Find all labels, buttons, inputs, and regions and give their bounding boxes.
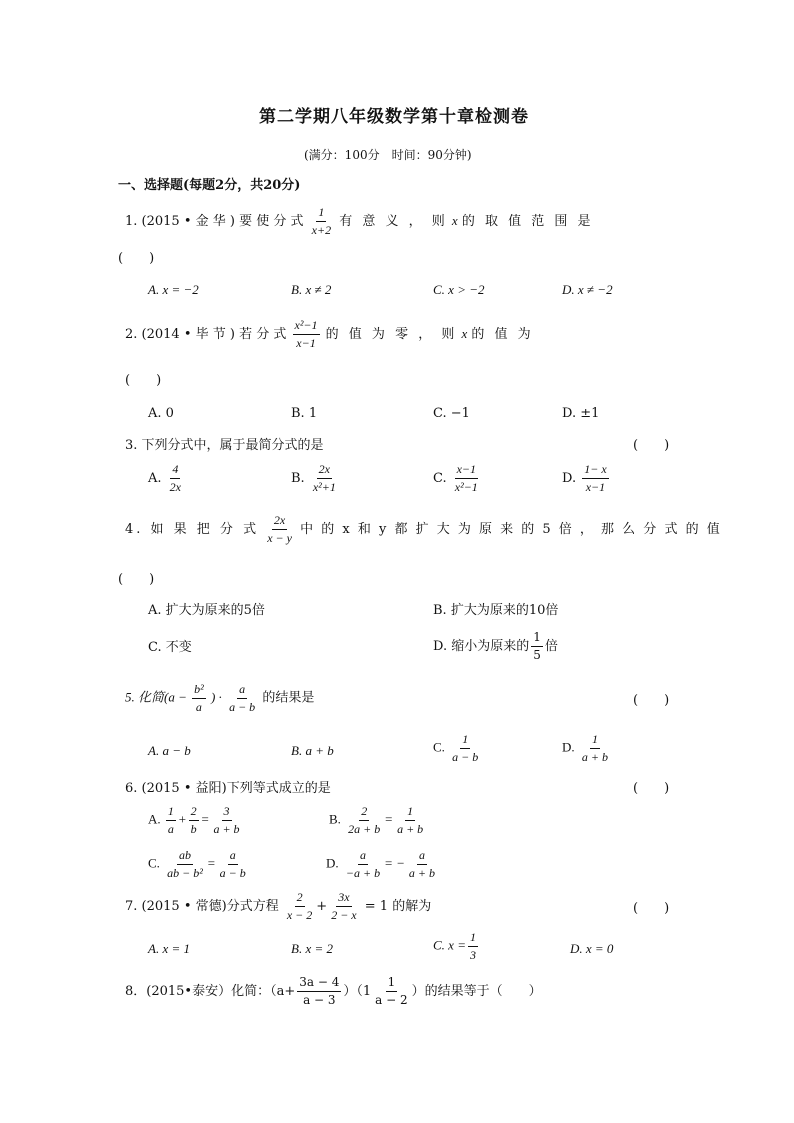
q7-option-b: B. x = 2 — [291, 941, 333, 956]
question-6: 6. (2015 • 益阳)下列等式成立的是 — [125, 781, 331, 796]
page-title: 第二学期八年级数学第十章检测卷 — [259, 107, 529, 127]
q4-option-a: A. 扩大为原来的5倍 — [148, 603, 265, 618]
q3-option-c: C. $\frac{x-1}{\text{x²−1}}$ — [433, 462, 478, 494]
q1-fraction: $\frac{1}{x+2}$ — [311, 205, 332, 237]
q1-answer-blank: ( ) — [118, 251, 155, 266]
q7-option-c: C. x = $\frac{1}{3}$ — [433, 930, 476, 962]
q6-option-b: B. $\frac{2}{2a + b}$ = $\frac{1}{a + b}$ — [329, 804, 424, 836]
question-3: 3. 下列分式中，属于最简分式的是 — [125, 438, 324, 453]
q2-option-d: D. ±1 — [562, 406, 600, 421]
section-heading: 一、选择题(每题2分，共20分) — [118, 178, 301, 193]
q2-stem: 2. (2014 • 毕 节 ) 若 分 式 — [125, 327, 287, 342]
question-7: 7. (2015 • 常德)分式方程 $\frac{2}{x - 2}$ + $\frac{3x}{2 - x}$ = 1 的解为 — [125, 890, 432, 922]
q2-option-b: B. 1 — [291, 406, 318, 421]
q5-option-c: C. $\frac{1}{a - b}$ — [433, 732, 479, 764]
question-1: 1. (2015 • 金 华 ) 要 使 分 式 $\frac{1}{x+2}$ 有 意 义 ， 则 x 的 取 值 范 围 是 — [125, 205, 594, 237]
q2-option-c: C. −1 — [433, 406, 470, 421]
q5-option-d: D. $\frac{1}{a + b}$ — [562, 732, 608, 764]
q3-option-d: D. $\frac{1- x}{x-1}$ — [562, 462, 607, 494]
q2-fraction: $\frac{\text{x²−1}}{x-1}$ — [294, 318, 318, 350]
q5-option-b: B. a + b — [291, 743, 334, 758]
q7-option-d: D. x = 0 — [570, 941, 614, 956]
question-8: 8．(2015•泰安）化简：（a+ $\frac{3a - 4}{a - 3}$ ）（1 $\frac{1}{a - 2}$ ）的结果等于（ ） — [125, 975, 542, 1007]
q6-option-d: D. $\frac{a}{-a + b}$ = − $\frac{a}{a + b}$ — [326, 848, 435, 880]
q5-answer-blank: ( ) — [633, 693, 670, 708]
q1-option-c: C. x > −2 — [433, 282, 485, 297]
q7-option-a: A. x = 1 — [148, 941, 190, 956]
q3-option-a: A. $\frac{4}{2x}$ — [148, 462, 181, 494]
q4-fraction: $\frac{2x}{x - y}$ — [267, 513, 292, 545]
q6-answer-blank: ( ) — [633, 781, 670, 796]
q3-answer-blank: ( ) — [633, 438, 670, 453]
q4-answer-blank: ( ) — [118, 572, 155, 587]
q7-answer-blank: ( ) — [633, 901, 670, 916]
q1-option-d: D. x ≠ −2 — [562, 282, 613, 297]
q4-option-d: D. 缩小为原来的 $\frac{1}{5}$ 倍 — [433, 630, 558, 662]
q1-option-a: A. x = −2 — [148, 282, 199, 297]
question-2: 2. (2014 • 毕 节 ) 若 分 式 $\frac{\text{x²−1}}{x-1}$ 的 值 为 零 ， 则 x 的 值 为 — [125, 318, 534, 350]
question-5: 5. 化简(a − $\frac{\text{b²}}{a}$ ) · $\frac{a}{a - b}$ 的结果是 — [125, 682, 315, 714]
question-4: 4. 如 果 把 分 式 $\frac{2x}{x - y}$ 中 的 x 和 y 都 扩 大 为 原 来 的 5 倍 ， 那 么 分 式 的 值 — [125, 513, 722, 545]
q6-option-a: A. $\frac{1}{a}$ + $\frac{2}{b}$ = $\frac{3}{a + b}$ — [148, 804, 240, 836]
q1-option-b: B. x ≠ 2 — [291, 282, 332, 297]
q5-option-a: A. a − b — [148, 743, 191, 758]
q6-option-c: C. $\frac{ab}{\text{ab − b²}}$ = $\frac{a}{a - b}$ — [148, 848, 246, 880]
exam-info: (满分：100分 时间：90分钟) — [304, 148, 472, 162]
q2-answer-blank: ( ) — [125, 373, 162, 388]
q4-option-c: C. 不变 — [148, 640, 192, 655]
q4-option-b: B. 扩大为原来的10倍 — [433, 603, 559, 618]
q3-option-b: B. $\frac{2x}{\text{x²+1}}$ — [291, 462, 336, 494]
q2-option-a: A. 0 — [148, 406, 174, 421]
q1-stem: 1. (2015 • 金 华 ) 要 使 分 式 — [125, 214, 304, 229]
